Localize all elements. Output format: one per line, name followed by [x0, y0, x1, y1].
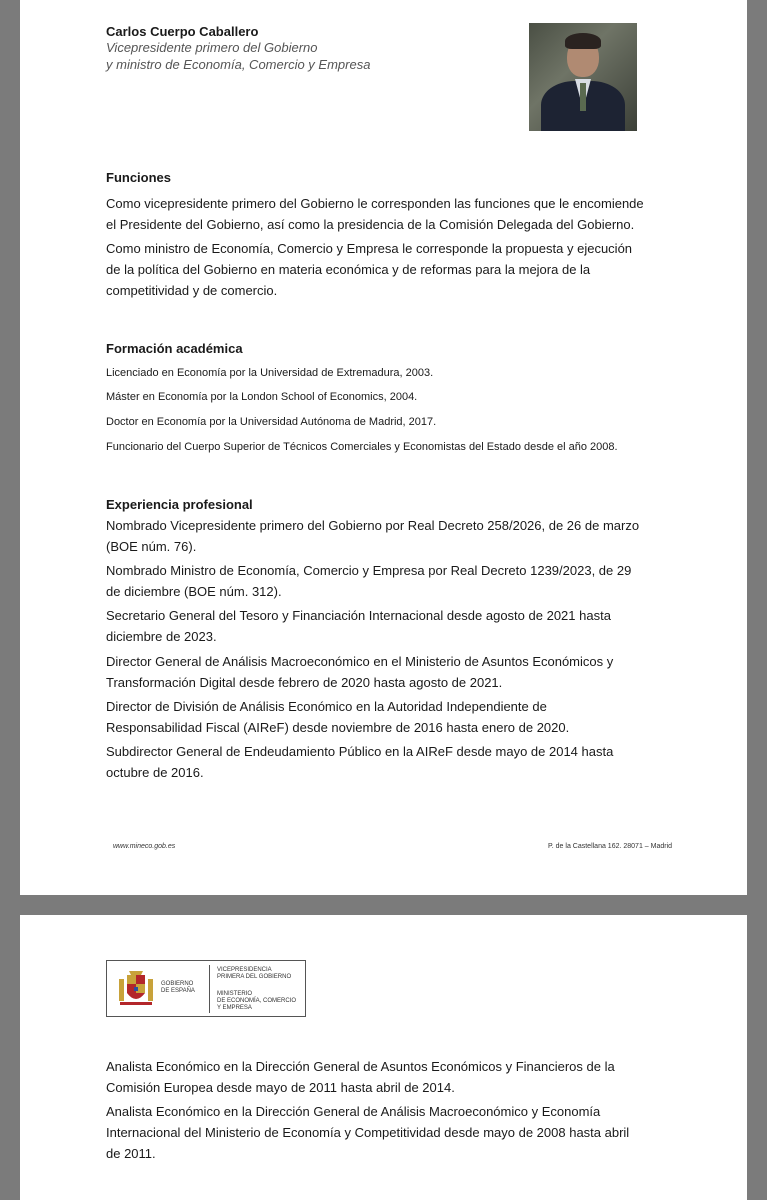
funciones-paragraph: Como vicepresidente primero del Gobierno le corresponden las funciones que le encomiende el Presidente del Gobierno, así como la presidencia de la Comisión Delegada del Gobierno.	[106, 196, 644, 232]
funciones-paragraph: Como ministro de Economía, Comercio y Empresa le corresponde la propuesta y ejecución de la política del Gobierno en materia económica y de reformas para la mejora de la competitividad y de comercio.	[106, 241, 633, 298]
experiencia-item: Analista Económico en la Dirección General de Análisis Macroeconómico y Economía Internacional del Ministerio de Economía y Competitividad desde mayo de 2008 hasta abril de 2011.	[106, 1104, 630, 1161]
portrait-photo	[529, 23, 637, 131]
document-page-1	[20, 0, 747, 895]
gobierno-label: GOBIERNO DE ESPAÑA	[161, 981, 195, 994]
formacion-item: Licenciado en Economía por la Universidad de Extremadura, 2003.	[106, 367, 434, 379]
experiencia-item: Analista Económico en la Dirección General de Asuntos Económicos y Financieros de la Comisión Europea desde mayo de 2011 hasta abril de 2014.	[106, 1059, 615, 1095]
experiencia-item: Director General de Análisis Macroeconómico en el Ministerio de Asuntos Económicos y Transformación Digital desde febrero de 2020 hasta agosto de 2021.	[106, 654, 614, 690]
experiencia-heading: Experiencia profesional	[106, 497, 253, 512]
government-logo	[106, 960, 306, 1017]
funciones-heading: Funciones	[106, 170, 172, 185]
person-name: Carlos Cuerpo Caballero	[106, 24, 259, 39]
person-role-line1: Vicepresidente primero del Gobierno	[106, 40, 318, 55]
experiencia-item: Director de División de Análisis Económico en la Autoridad Independiente de Responsabilidad Fiscal (AIReF) desde noviembre de 2016 hasta enero de 2020.	[106, 699, 570, 735]
vicepresidencia-label: VICEPRESIDENCIA PRIMERA DEL GOBIERNO	[217, 967, 292, 980]
footer-website: www.mineco.gob.es	[113, 843, 176, 850]
experiencia-item: Subdirector General de Endeudamiento Público en la AIReF desde mayo de 2014 hasta octubre de 2016.	[106, 744, 614, 780]
formacion-heading: Formación académica	[106, 341, 243, 356]
coat-of-arms-icon	[117, 969, 155, 1009]
experiencia-item: Nombrado Vicepresidente primero del Gobierno por Real Decreto 258/2026, de 26 de marzo (BOE núm. 76).	[106, 518, 640, 554]
formacion-item: Funcionario del Cuerpo Superior de Técnicos Comerciales y Economistas del Estado desde el año 2008.	[106, 441, 618, 453]
person-role-line2: y ministro de Economía, Comercio y Empresa	[106, 57, 371, 72]
formacion-item: Máster en Economía por la London School of Economics, 2004.	[106, 391, 418, 403]
footer-address: P. de la Castellana 162. 28071 – Madrid	[548, 843, 673, 850]
formacion-item: Doctor en Economía por la Universidad Autónoma de Madrid, 2017.	[106, 416, 437, 428]
document-page-2	[20, 915, 747, 1200]
experiencia-item: Secretario General del Tesoro y Financiación Internacional desde agosto de 2021 hasta diciembre de 2023.	[106, 608, 611, 644]
experiencia-item: Nombrado Ministro de Economía, Comercio y Empresa por Real Decreto 1239/2023, de 29 de diciembre (BOE núm. 312).	[106, 563, 632, 599]
ministerio-label: MINISTERIO DE ECONOMÍA, COMERCIO Y EMPRESA	[217, 991, 297, 1011]
